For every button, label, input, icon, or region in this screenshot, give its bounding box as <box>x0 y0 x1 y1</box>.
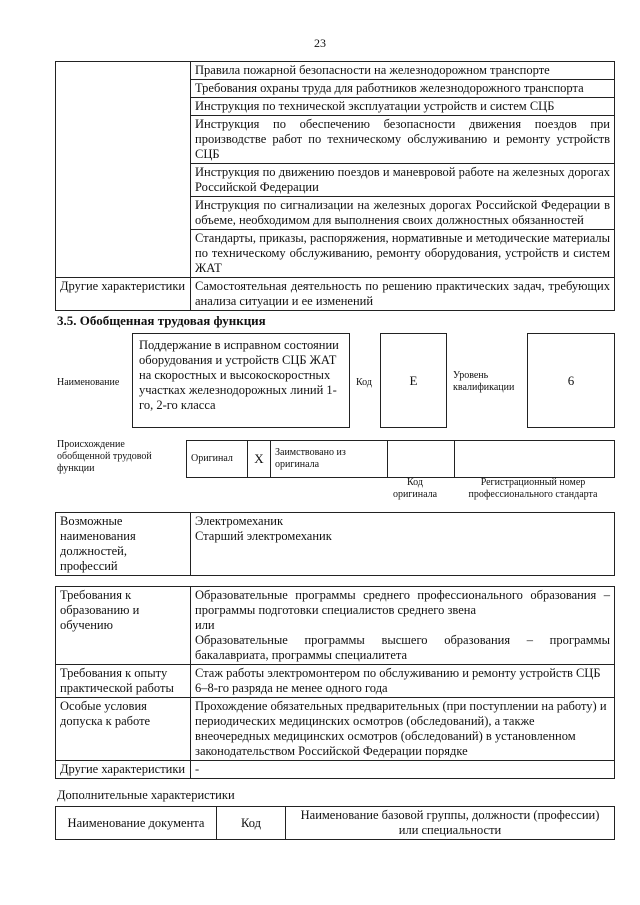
original-mark: X <box>248 441 271 478</box>
requirements-table <box>55 586 615 779</box>
col-document-name: Наименование документа <box>56 807 217 840</box>
knowledge-item: Стандарты, приказы, распоряжения, нормативные и методические материалы по техническому обслуживанию, ремонту оборудования, устройств и систем ЖАТ <box>191 230 615 278</box>
knowledge-item: Инструкция по обеспечению безопасности движения поездов при производстве работ по техническому обслуживанию и ремонту устройств СЦБ <box>191 116 615 164</box>
registration-number-cell <box>455 441 615 478</box>
col-code: Код <box>217 807 286 840</box>
original-label: Оригинал <box>187 441 248 478</box>
positions-values <box>191 513 615 576</box>
section-heading: 3.5. Обобщенная трудовая функция <box>57 313 266 328</box>
additional-heading: Дополнительные характеристики <box>57 788 235 802</box>
knowledge-label-cell <box>56 62 191 278</box>
code-label: Код <box>356 377 372 388</box>
positions-label: Возможные наименования должностей, профессий <box>56 513 191 576</box>
education-line: или <box>195 618 215 632</box>
knowledge-table <box>55 61 615 311</box>
origin-table <box>186 440 615 478</box>
function-name-box: Поддержание в исправном состоянии оборудования и устройств СЦБ ЖАТ на скоростных и высокоскоростных участках железнодорожных линий 1-го, 2-го класса <box>132 333 350 428</box>
other-characteristics-value: - <box>191 761 615 779</box>
page-number: 23 <box>314 36 326 50</box>
knowledge-item: Требования охраны труда для работников железнодорожного транспорта <box>191 80 615 98</box>
other-characteristics-label: Другие характеристики <box>56 761 191 779</box>
education-line: Образовательные программы среднего профессионального образования – программы подготовки специалистов среднего звена <box>195 588 610 617</box>
education-label: Требования к образованию и обучению <box>56 587 191 665</box>
col-group-name: Наименование базовой группы, должности (профессии) или специальности <box>286 807 615 840</box>
code-value-box: E <box>380 333 447 428</box>
qualification-level-label: Уровень квалификации <box>453 370 515 393</box>
conditions-value: Прохождение обязательных предварительных (при поступлении на работу) и периодических медицинских осмотров (обследований), а также внеочередных медицинских осмотров (обследований) в установленном законодательством Российской Федерации порядке <box>191 698 615 761</box>
experience-value: Стаж работы электромонтером по обслуживанию и ремонту устройств СЦБ 6–8-го разряда не менее одного года <box>191 665 615 698</box>
conditions-label: Особые условия допуска к работе <box>56 698 191 761</box>
position-item: Электромеханик <box>195 514 284 528</box>
knowledge-item: Инструкция по технической эксплуатации устройств и систем СЦБ <box>191 98 615 116</box>
qualification-level-box: 6 <box>527 333 615 428</box>
knowledge-item: Правила пожарной безопасности на железнодорожном транспорте <box>191 62 615 80</box>
positions-table <box>55 512 615 576</box>
education-line: Образовательные программы высшего образования – программы бакалавриата, программы специалитета <box>195 633 610 662</box>
experience-label: Требования к опыту практической работы <box>56 665 191 698</box>
other-characteristics-label: Другие характеристики <box>56 278 191 311</box>
position-item: Старший электромеханик <box>195 529 332 543</box>
original-code-caption: Код оригинала <box>392 477 438 500</box>
knowledge-item: Инструкция по движению поездов и маневровой работе на железных дорогах Российской Федерации <box>191 164 615 197</box>
name-label: Наименование <box>57 377 120 388</box>
original-code-cell <box>388 441 455 478</box>
origin-label: Происхождение обобщенной трудовой функции <box>57 439 152 474</box>
borrowed-label: Заимствовано из оригинала <box>271 441 388 478</box>
knowledge-item: Инструкция по сигнализации на железных дорогах Российской Федерации в объеме, необходимом для выполнения своих должностных обязанностей <box>191 197 615 230</box>
additional-table <box>55 806 615 840</box>
other-characteristics-value: Самостоятельная деятельность по решению практических задач, требующих анализа ситуации и ее изменений <box>191 278 615 311</box>
education-values <box>191 587 615 665</box>
registration-caption: Регистрационный номер профессионального стандарта <box>468 477 598 500</box>
